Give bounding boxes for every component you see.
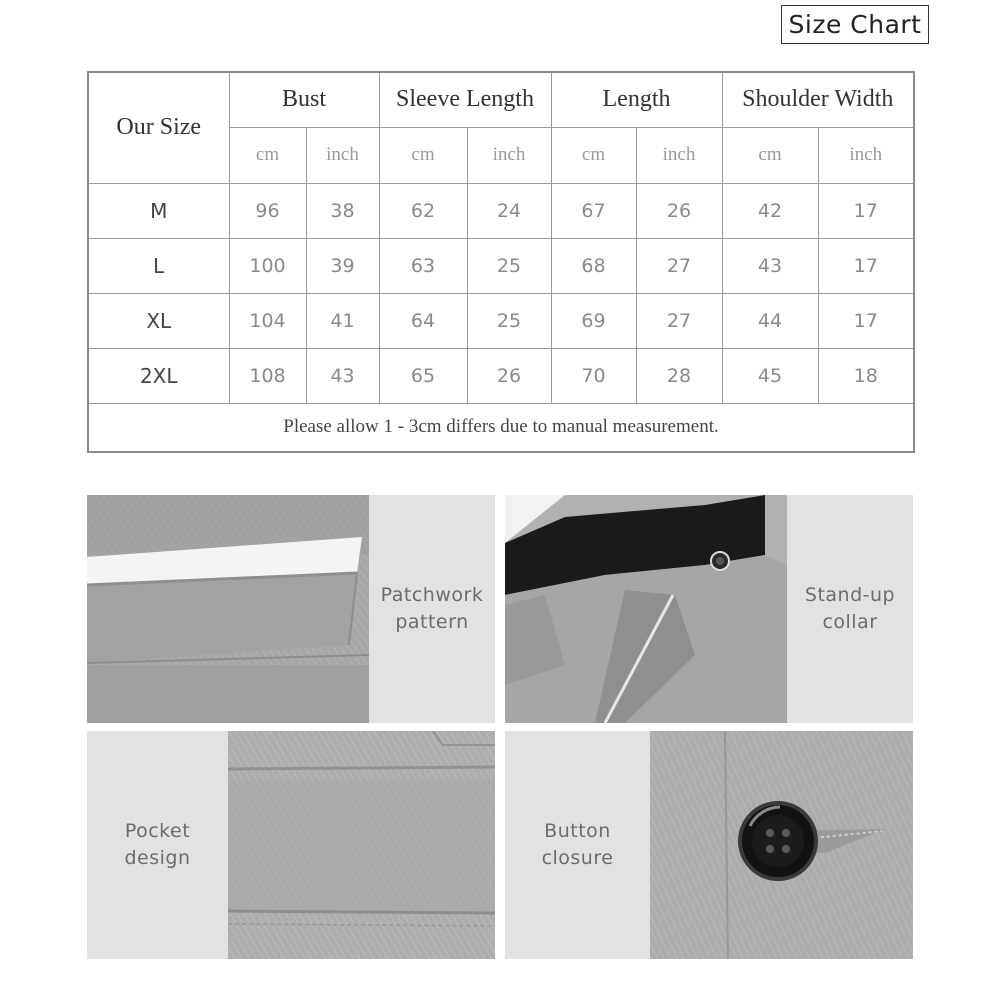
table-cell: 24	[467, 183, 551, 238]
table-cell: 100	[229, 238, 306, 293]
patchwork-photo	[87, 495, 369, 723]
table-cell: 63	[379, 238, 467, 293]
table-cell: 43	[306, 348, 379, 403]
feature-panel-patchwork	[87, 495, 495, 723]
shoulder-width-header: Shoulder Width	[722, 72, 914, 127]
table-cell: 27	[636, 238, 722, 293]
feature-label-patchwork	[369, 495, 495, 723]
table-cell: 25	[467, 293, 551, 348]
table-cell: 39	[306, 238, 379, 293]
feature-line: collar	[822, 611, 878, 633]
unit-inch: inch	[636, 127, 722, 183]
table-row	[88, 183, 914, 238]
table-row	[88, 238, 914, 293]
table-cell: 17	[818, 238, 914, 293]
feature-label-collar	[787, 495, 913, 723]
table-cell: 104	[229, 293, 306, 348]
bust-header: Bust	[229, 72, 379, 127]
feature-line: closure	[541, 847, 614, 869]
feature-panel-pocket	[87, 731, 495, 959]
table-cell: 27	[636, 293, 722, 348]
feature-panel-button	[505, 731, 913, 959]
feature-line: design	[124, 847, 191, 869]
table-cell: 69	[551, 293, 636, 348]
button-photo	[650, 731, 913, 959]
feature-panel-collar	[505, 495, 913, 723]
table-cell: 26	[636, 183, 722, 238]
unit-inch: inch	[306, 127, 379, 183]
table-cell: 26	[467, 348, 551, 403]
table-cell: 96	[229, 183, 306, 238]
table-cell: 41	[306, 293, 379, 348]
table-cell: 64	[379, 293, 467, 348]
table-cell: 44	[722, 293, 818, 348]
unit-inch: inch	[818, 127, 914, 183]
unit-cm: cm	[551, 127, 636, 183]
feature-line: Patchwork	[380, 584, 484, 606]
table-cell: 65	[379, 348, 467, 403]
feature-line: pattern	[395, 611, 469, 633]
table-cell: 108	[229, 348, 306, 403]
feature-line: Button	[544, 820, 611, 842]
table-cell: 17	[818, 183, 914, 238]
size-label: XL	[88, 293, 229, 348]
table-cell: 62	[379, 183, 467, 238]
table-cell: 42	[722, 183, 818, 238]
table-cell: 28	[636, 348, 722, 403]
pocket-photo	[228, 731, 495, 959]
table-cell: 38	[306, 183, 379, 238]
table-cell: 43	[722, 238, 818, 293]
feature-line: Pocket	[124, 820, 191, 842]
unit-cm: cm	[722, 127, 818, 183]
table-cell: 70	[551, 348, 636, 403]
size-chart-table	[87, 71, 915, 453]
collar-photo	[505, 495, 787, 723]
size-label: 2XL	[88, 348, 229, 403]
feature-label-button	[505, 731, 650, 959]
size-label: L	[88, 238, 229, 293]
table-cell: 67	[551, 183, 636, 238]
table-cell: 68	[551, 238, 636, 293]
our-size-header: Our Size	[88, 72, 229, 183]
measurement-note: Please allow 1 - 3cm differs due to manual measurement.	[88, 403, 914, 452]
size-chart-title: Size Chart	[781, 5, 929, 44]
table-cell: 25	[467, 238, 551, 293]
length-header: Length	[551, 72, 722, 127]
feature-line: Stand-up	[804, 584, 896, 606]
table-row	[88, 293, 914, 348]
feature-label-pocket	[87, 731, 228, 959]
sleeve-length-header: Sleeve Length	[379, 72, 551, 127]
unit-cm: cm	[229, 127, 306, 183]
table-cell: 18	[818, 348, 914, 403]
table-cell: 45	[722, 348, 818, 403]
unit-cm: cm	[379, 127, 467, 183]
table-cell: 17	[818, 293, 914, 348]
table-row	[88, 348, 914, 403]
size-label: M	[88, 183, 229, 238]
unit-inch: inch	[467, 127, 551, 183]
